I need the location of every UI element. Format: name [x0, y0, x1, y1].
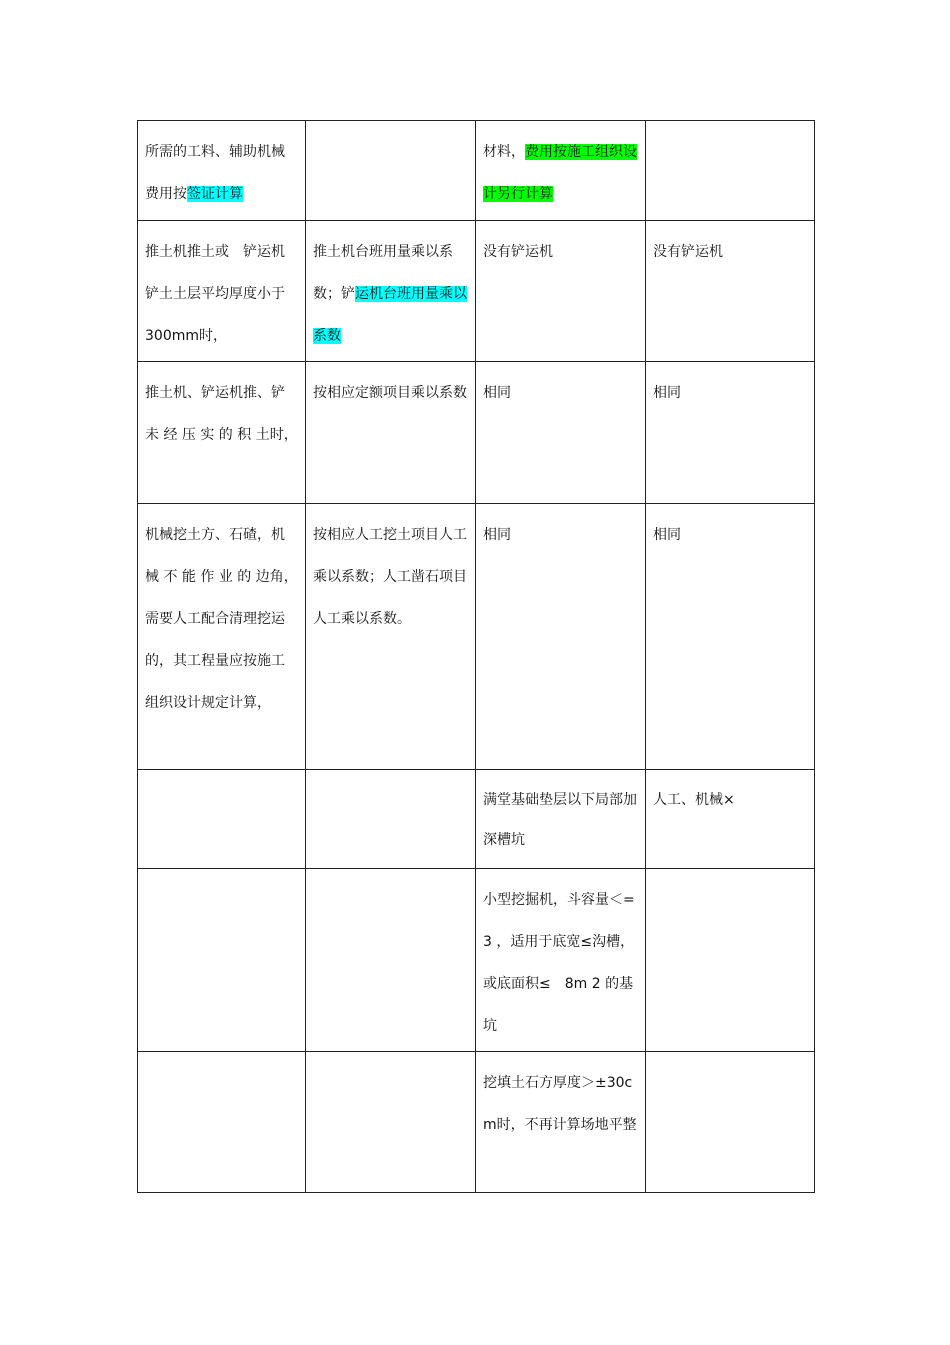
table-row	[138, 1052, 815, 1193]
table-cell: 按相应定额项目乘以系数	[306, 362, 476, 504]
table-cell	[138, 770, 306, 869]
table-row	[138, 869, 815, 1052]
table-cell	[646, 869, 815, 1052]
table-cell: 没有铲运机	[646, 221, 815, 362]
table-cell	[306, 1052, 476, 1193]
table-cell: 相同	[476, 504, 646, 770]
table-cell	[306, 869, 476, 1052]
table-row	[138, 504, 815, 770]
table-row	[138, 770, 815, 869]
table-row	[138, 221, 815, 362]
comparison-table	[137, 120, 815, 1193]
table-cell: 相同	[646, 362, 815, 504]
table-cell	[138, 869, 306, 1052]
table-row	[138, 362, 815, 504]
table-cell: 推土机台班用量乘以系数；铲运机台班用量乘以系数	[306, 221, 476, 362]
table-cell: 挖填土石方厚度＞±30cm时，不再计算场地平整	[476, 1052, 646, 1193]
table-cell: 推土机推土或 铲运机 铲土土层平均厚度小于 300mm时，	[138, 221, 306, 362]
table-cell	[138, 1052, 306, 1193]
table-cell: 人工、机械×	[646, 770, 815, 869]
table-cell	[646, 121, 815, 221]
table-cell: 所需的工料、辅助机械费用按签证计算	[138, 121, 306, 221]
table-cell: 按相应人工挖土项目人工乘以系数；人工凿石项目人工乘以系数。	[306, 504, 476, 770]
table-cell	[306, 770, 476, 869]
table-cell: 推土机、铲运机推、铲 未 经 压 实 的 积 土时，	[138, 362, 306, 504]
highlighted-text: 签证计算	[187, 186, 243, 202]
table-cell	[306, 121, 476, 221]
table-cell: 相同	[476, 362, 646, 504]
table-cell: 满堂基础垫层以下局部加深槽坑	[476, 770, 646, 869]
table-cell: 机械挖土方、石碴，机 械 不 能 作 业 的 边角，需要人工配合清理挖运的，其工程量应按施工组织设计规定计算，	[138, 504, 306, 770]
table-row	[138, 121, 815, 221]
table-cell: 材料，费用按施工组织设计另行计算	[476, 121, 646, 221]
table-cell: 没有铲运机	[476, 221, 646, 362]
table-cell: 小型挖掘机，斗容量＜=3 ，适用于底宽≤沟槽，或底面积≤ 8m 2 的基坑	[476, 869, 646, 1052]
table-cell: 相同	[646, 504, 815, 770]
table-cell	[646, 1052, 815, 1193]
highlighted-text: 用按施工组织设计另行计算	[483, 144, 637, 202]
highlighted-text: 费	[525, 144, 539, 160]
highlighted-text: 运机台班用量乘以系数	[313, 286, 467, 344]
